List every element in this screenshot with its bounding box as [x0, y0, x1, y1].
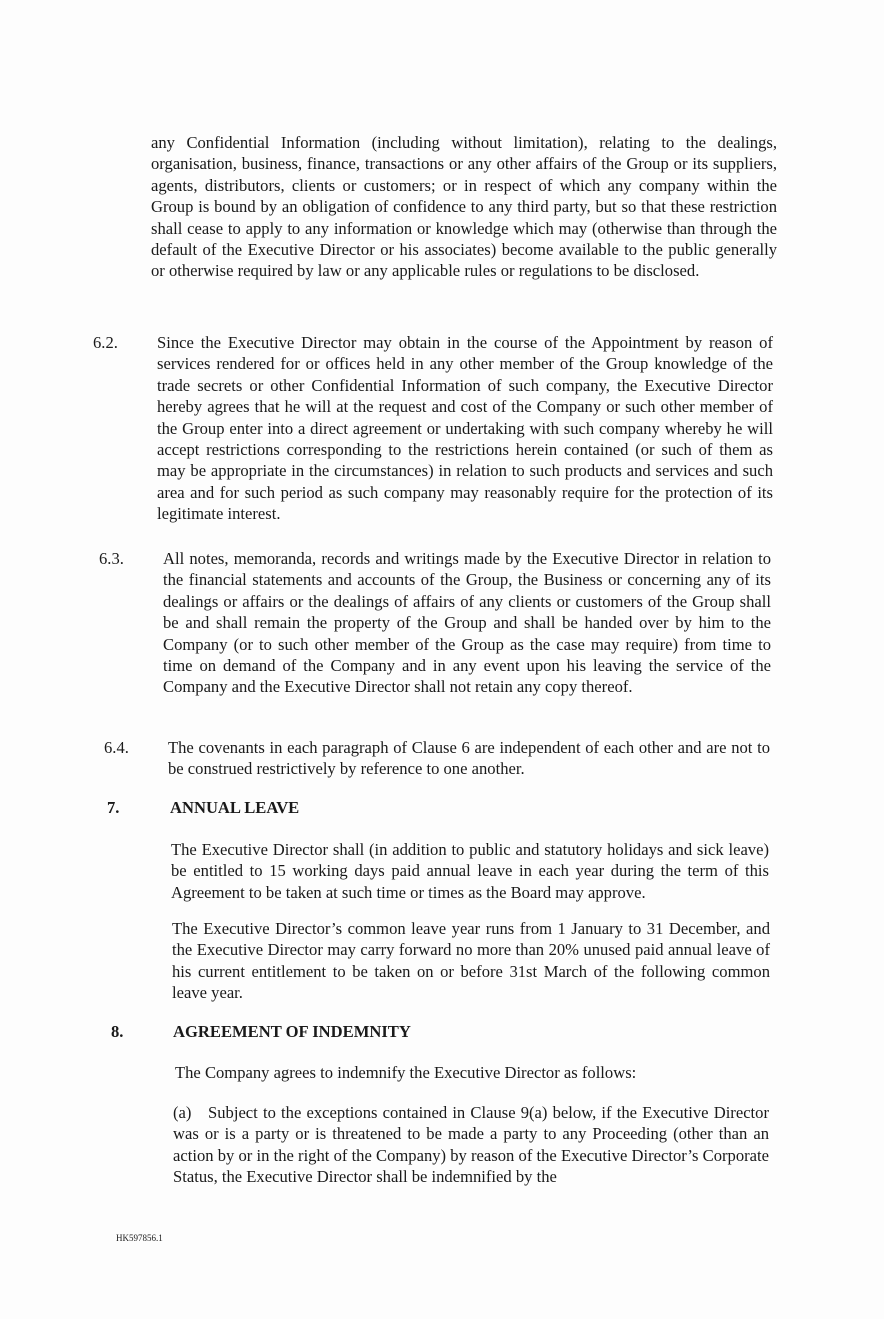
clause-7-paragraph-1: The Executive Director shall (in addition to public and statutory holidays and sick leave) be entitled to 15 working days paid annual leave in each year during the term of this Agreement to be taken at such time or times as the Board may approve. [171, 840, 769, 902]
clause-7-paragraph-2: The Executive Director’s common leave year runs from 1 January to 31 December, and the Executive Director may carry forward no more than 20% unused paid annual leave of his current entitlement to be taken on or before 31st March of the following common leave year. [172, 919, 770, 1003]
clause-7-heading: ANNUAL LEAVE [170, 798, 300, 817]
clause-6-3-text: All notes, memoranda, records and writings made by the Executive Director in relation to the financial statements and accounts of the Group, the Business or concerning any of its dealings or affairs or the dealings of affairs of any clients or customers of the Group shall be and shall remain the property of the Group and shall be handed over by him to the Company (or to such other member of the Group as the case may require) from time to time on demand of the Company and in any event upon his leaving the service of the Company and the Executive Director shall not retain any copy thereof. [163, 549, 771, 697]
clause-6-4-text: The covenants in each paragraph of Clause 6 are independent of each other and are not to be construed restrictively by reference to one another. [168, 738, 770, 779]
clause-6-3-number: 6.3. [99, 549, 124, 568]
clause-8-heading: AGREEMENT OF INDEMNITY [173, 1022, 411, 1041]
clause-6-2-text: Since the Executive Director may obtain in the course of the Appointment by reason of services rendered for or offices held in any other member of the Group knowledge of the trade secrets or other Confidential Information of such company, the Executive Director hereby agrees that he will at the request and cost of the Company or such other member of the Group enter into a direct agreement or undertaking with such company whereby he will accept restrictions corresponding to the restrictions herein contained (or such of them as may be appropriate in the circumstances) in relation to such products and services and such area and for such period as such company may reasonably require for the protection of its legitimate interest. [157, 333, 773, 524]
clause-8-number: 8. [111, 1022, 124, 1041]
clause-8-intro: The Company agrees to indemnify the Executive Director as follows: [175, 1063, 637, 1082]
clause-8-item-a: (a) Subject to the exceptions contained in Clause 9(a) below, if the Executive Director was or is a party or is threatened to be made a party to any Proceeding (other than an action by or in the right of the Company) by reason of the Executive Director’s Corporate Status, the Executive Director shall be indemnified by the [173, 1103, 769, 1187]
document-reference-footer: HK597856.1 [116, 1233, 163, 1243]
clause-6-2-number: 6.2. [93, 333, 118, 352]
clause-7-number: 7. [107, 798, 120, 817]
clause-6-4-number: 6.4. [104, 738, 129, 757]
intro-paragraph: any Confidential Information (including without limitation), relating to the dealings, organisation, business, finance, transactions or any other affairs of the Group or its suppliers, agents, distributors, clients or customers; or in respect of which any company within the Group is bound by an obligation of confidence to any third party, but so that these restriction shall cease to apply to any information or knowledge which may (otherwise than through the default of the Executive Director or his associates) become available to the public generally or otherwise required by law or any applicable rules or regulations to be disclosed. [151, 133, 777, 281]
